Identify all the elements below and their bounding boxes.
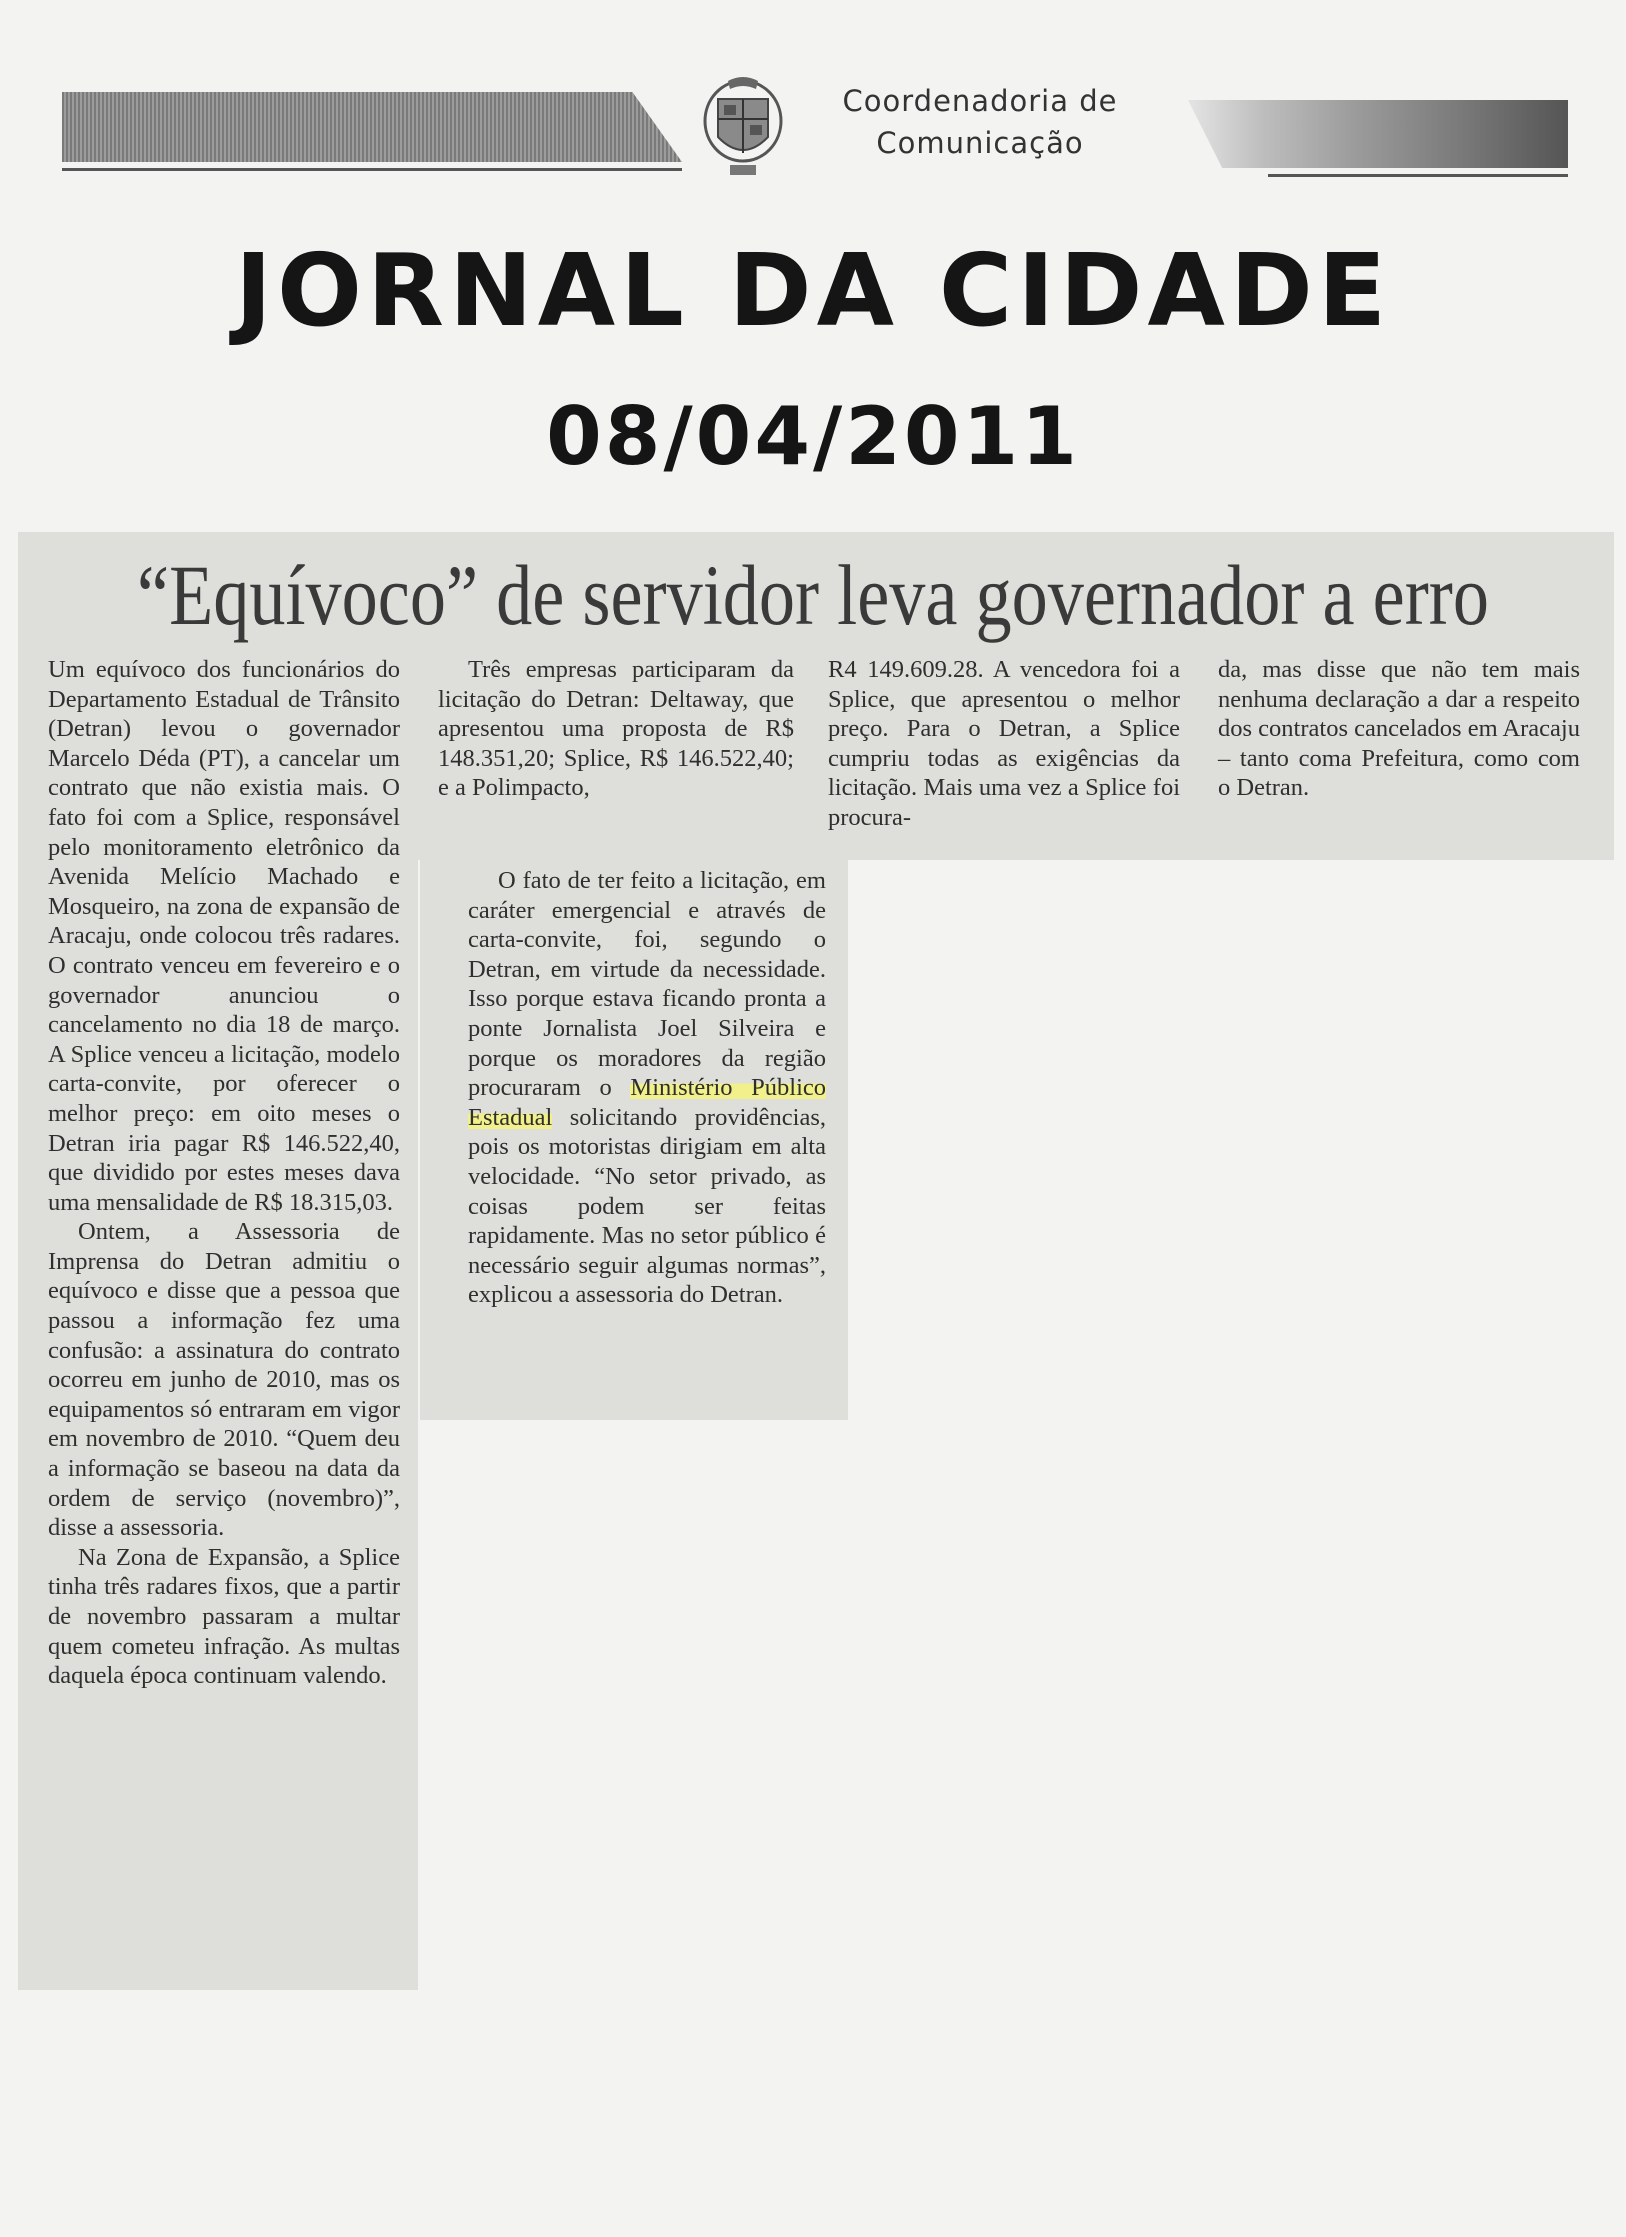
coordination-line-1: Coordenadoria de	[842, 84, 1118, 118]
coat-of-arms-icon	[700, 75, 786, 179]
column-1-paragraph-3: Na Zona de Expansão, a Splice tinha três radares fixos, que a partir de novembro passaram a multar quem cometeu infração. As multas daquela época continuam valendo.	[48, 1543, 400, 1690]
coordination-line-2: Comunicação	[876, 126, 1084, 160]
paragraph-text-before: O fato de ter feito a licitação, em caráter emergencial e através de carta-convite, foi, segundo o Detran, em virtude da necessidade. Isso porque estava ficando pronta a ponte Jornalista Joel Silveira e porque os moradores da região procuraram o	[468, 867, 826, 1102]
article-column-1	[48, 655, 400, 1691]
coordination-label	[800, 80, 1160, 164]
header-stripe-right	[1188, 100, 1568, 168]
article-headline: “Equívoco” de servidor leva governador a erro	[137, 547, 1489, 643]
newspaper-title: JORNAL DA CIDADE	[234, 232, 1392, 349]
column-2-continued-paragraph	[468, 866, 826, 1310]
paragraph-text-after: solicitando providências, pois os motoristas dirigiam em alta velocidade. “No setor privado, as coisas podem ser feitas rapidamente. Mas no setor público é necessário seguir algumas normas”, explicou a assessoria do Detran.	[468, 1103, 826, 1309]
header-rule-right	[1268, 174, 1568, 177]
column-2-paragraph-1: Três empresas participaram da licitação do Detran: Deltaway, que apresentou uma proposta de R$ 148.351,20; Splice, R$ 146.522,40; e a Polimpacto,	[438, 656, 794, 802]
header-stripe-left	[62, 92, 682, 162]
publication-date: 08/04/2011	[546, 390, 1080, 483]
article-column-3	[828, 655, 1180, 833]
article-column-2-continued	[468, 866, 826, 1310]
column-3-paragraph-1: R4 149.609.28. A vencedora foi a Splice, que apresentou o melhor preço. Para o Detran, a Splice cumpriu todas as exigências da licitação. Mais uma vez a Splice foi procura-	[828, 656, 1180, 831]
article-column-2	[438, 655, 794, 803]
header-rule-left	[62, 168, 682, 171]
article-column-4	[1218, 655, 1580, 803]
highlighted-text: Ministério Público Estadual	[468, 1074, 826, 1131]
column-1-paragraph-1: Um equívoco dos funcionários do Departamento Estadual de Trânsito (Detran) levou o governador Marcelo Déda (PT), a cancelar um contrato que não existia mais. O fato foi com a Splice, responsável pelo monitoramento eletrônico da Avenida Melício Machado e Mosqueiro, na zona de expansão de Aracaju, onde colocou três radares. O contrato venceu em fevereiro e o governador anunciou o cancelamento no dia 18 de março. A Splice venceu a licitação, modelo carta-convite, por oferecer o melhor preço: em oito meses o Detran iria pagar R$ 146.522,40, que dividido por estes meses dava uma mensalidade de R$ 18.315,03.	[48, 656, 400, 1216]
column-4-paragraph-1: da, mas disse que não tem mais nenhuma declaração a dar a respeito dos contratos cancelados em Aracaju – tanto coma Prefeitura, como com o Detran.	[1218, 656, 1580, 802]
column-1-paragraph-2: Ontem, a Assessoria de Imprensa do Detran admitiu o equívoco e disse que a pessoa que passou a informação fez uma confusão: a assinatura do contrato ocorreu em junho de 2010, mas os equipamentos só entraram em vigor em novembro de 2010. “Quem deu a informação se baseou na data da ordem de serviço (novembro)”, disse a assessoria.	[48, 1218, 400, 1542]
